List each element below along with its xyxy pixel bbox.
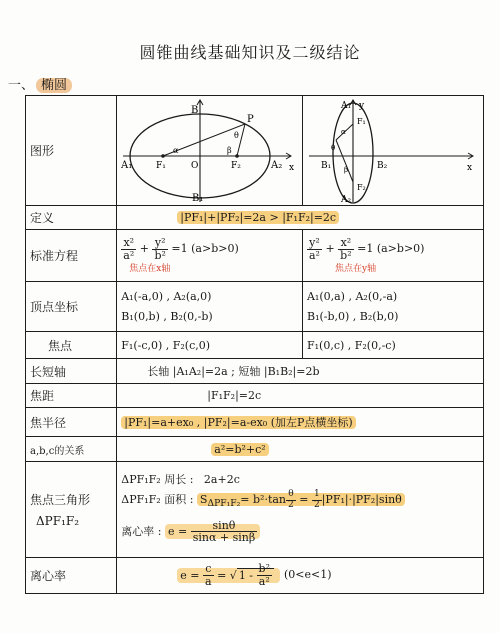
segment-pf2 [237, 124, 245, 156]
frac-den: a² [258, 575, 270, 588]
vertices-h-line1: A₁(-a,0) , A₂(a,0) [121, 289, 212, 303]
label-f1: F₁ [156, 160, 167, 171]
axes-text: 长轴 |A₁A₂|=2a ; 短轴 |B₁B₂|=2b [117, 359, 484, 384]
row-axes [26, 359, 484, 384]
frac-num: b² [258, 562, 270, 576]
triangle-ecc-label: 离心率 : [121, 524, 162, 538]
foci-horizontal: F₁(-c,0) , F₂(c,0) [117, 332, 303, 359]
label-o: O [191, 160, 199, 171]
row-focal-triangle [26, 462, 484, 558]
label-f1: F₁ [356, 116, 366, 126]
label-beta: β [227, 145, 232, 155]
row-label-standard-equation: 标准方程 [26, 230, 117, 282]
label-b1: B₁ [192, 192, 204, 204]
perimeter-label: ΔPF₁F₂ 周长 : [121, 473, 194, 487]
label-beta: β [343, 165, 349, 174]
eccentricity-formula: e = $\frac{c}{a}$ = √ 1 - $\frac{\text{b²}}{\text{a²}}$ [177, 568, 280, 583]
focus-f1-dot [161, 154, 165, 158]
frac-den: b² [340, 248, 352, 262]
frac-den: b² [154, 248, 166, 262]
page-title: 圆锥曲线基础知识及二级结论 [139, 43, 361, 62]
row-standard-equation [26, 230, 484, 282]
frac-den: 2 [313, 499, 320, 510]
ecc-lhs: e = [167, 524, 188, 538]
segment-pf2 [336, 140, 353, 182]
row-label-definition: 定义 [26, 206, 117, 230]
focus-note-y: 焦点在y轴 [334, 264, 377, 275]
ellipse-table [25, 95, 484, 594]
vertices-v-line2: B₁(-b,0) , B₂(b,0) [306, 309, 399, 323]
horizontal-ellipse-svg [121, 98, 297, 204]
vertices-h-line2: B₁(0,b) , B₂(0,-b) [121, 309, 213, 323]
area-subscript: ΔPF₁F₂ [207, 498, 241, 510]
row-foci [26, 332, 484, 359]
frac-den: a² [308, 248, 320, 262]
area-s: S [199, 493, 208, 507]
row-label-focal-radius: 焦半径 [26, 408, 117, 437]
frac-den: a² [123, 248, 135, 262]
focus-note-x: 焦点在x轴 [129, 264, 171, 275]
area-equals: = [299, 493, 309, 507]
frac-num: c [203, 563, 214, 576]
frac-num: sinθ [191, 520, 258, 533]
row-label-focal-triangle: 焦点三角形 [30, 493, 91, 507]
ecc-e: e = [180, 568, 200, 582]
label-y: y [358, 100, 365, 111]
label-a1: A₁ [340, 100, 352, 111]
row-label-vertices: 顶点坐标 [26, 282, 117, 332]
area-formula [197, 489, 405, 510]
focal-distance-text: |F₁F₂|=2c [117, 384, 484, 408]
row-abc-relation [26, 437, 484, 462]
area-sine-form: |PF₁|·|PF₂|sinθ [321, 493, 402, 507]
row-label-foci: 焦点 [26, 332, 117, 359]
row-label-triangle-name: ΔPF₁F₂ [36, 514, 80, 528]
row-label-eccentricity: 离心率 [26, 558, 117, 594]
area-b2-tan: = b²·tan [240, 493, 287, 507]
area-label: ΔPF₁F₂ 面积 : [121, 493, 194, 507]
section-number: 一、 [8, 78, 35, 93]
definition-text: |PF₁|+|PF₂|=2a > |F₁F₂|=2c [177, 211, 339, 224]
frac-num: 1 [313, 489, 320, 500]
standard-eq-horizontal: $\frac{\text{x²}}{\text{a²}}$ + $\frac{\text{y²}}{\text{b²}}$ =1 (a>b>0) 焦点在x轴 [117, 230, 303, 282]
triangle-perimeter [121, 470, 479, 490]
frac-num: x² [338, 237, 353, 250]
vertical-ellipse-figure [302, 96, 483, 206]
label-a1: A₁ [121, 159, 133, 171]
triangle-ecc-formula [165, 518, 260, 545]
abc-relation-text: a²=b²+c² [211, 443, 268, 456]
label-theta: θ [234, 130, 240, 140]
vertical-ellipse-svg [307, 98, 479, 204]
row-focal-radius [26, 408, 484, 437]
row-label-focal-distance: 焦距 [26, 384, 117, 408]
frac-num: θ [286, 490, 296, 500]
label-f2: F₂ [356, 182, 366, 192]
vertices-v-line1: A₁(0,a) , A₂(0,-a) [306, 289, 398, 303]
row-definition [26, 206, 484, 230]
ecc-equals: = [217, 568, 227, 582]
frac-num: y² [152, 237, 167, 250]
label-x: x [289, 162, 295, 173]
eq-rest: =1 (a>b>0) [357, 242, 425, 255]
row-eccentricity [26, 558, 484, 594]
row-figure [26, 96, 484, 206]
frac-num: y² [307, 237, 322, 250]
row-vertices [26, 282, 484, 332]
focus-f2-dot [235, 154, 239, 158]
frac-den: sinα + sinβ [192, 531, 256, 545]
triangle-eccentricity [121, 515, 479, 549]
label-a2: A₂ [271, 159, 283, 171]
row-focal-distance [26, 384, 484, 408]
frac-den: a [205, 575, 212, 588]
horizontal-ellipse-figure [117, 96, 303, 206]
label-x: x [466, 162, 473, 173]
row-label-abc-relation: a,b,c的关系 [26, 437, 117, 462]
label-alpha: α [340, 127, 346, 136]
label-b2: B [191, 104, 199, 116]
frac-num: x² [121, 237, 136, 250]
label-b2: B₂ [376, 160, 388, 171]
row-label-figure: 图形 [26, 96, 117, 206]
label-a2: A₂ [340, 194, 352, 204]
ecc-root [237, 562, 274, 588]
label-alpha: α [173, 145, 179, 155]
perimeter-value: 2a+2c [203, 473, 240, 487]
ecc-range: (0<e<1) [283, 568, 332, 582]
section-heading [8, 74, 72, 93]
ecc-root-pre: 1 - [238, 568, 254, 582]
eq-rest: =1 (a>b>0) [171, 242, 239, 255]
foci-vertical: F₁(0,c) , F₂(0,-c) [302, 332, 483, 359]
focal-radius-text: |PF₁|=a+ex₀ , |PF₂|=a-ex₀ (加左P点横坐标) [121, 416, 355, 429]
label-theta: θ [330, 143, 336, 152]
triangle-area [121, 490, 479, 514]
label-f2: F₂ [231, 160, 242, 171]
row-label-axes: 长短轴 [26, 359, 117, 384]
standard-eq-vertical: $\frac{\text{y²}}{\text{a²}}$ + $\frac{\text{x²}}{\text{b²}}$ =1 (a>b>0) 焦点在y轴 [302, 230, 483, 282]
label-p: P [247, 113, 255, 125]
frac-den: 2 [288, 499, 294, 510]
label-b1: B₁ [320, 160, 332, 171]
section-name: 椭圆 [36, 78, 72, 93]
